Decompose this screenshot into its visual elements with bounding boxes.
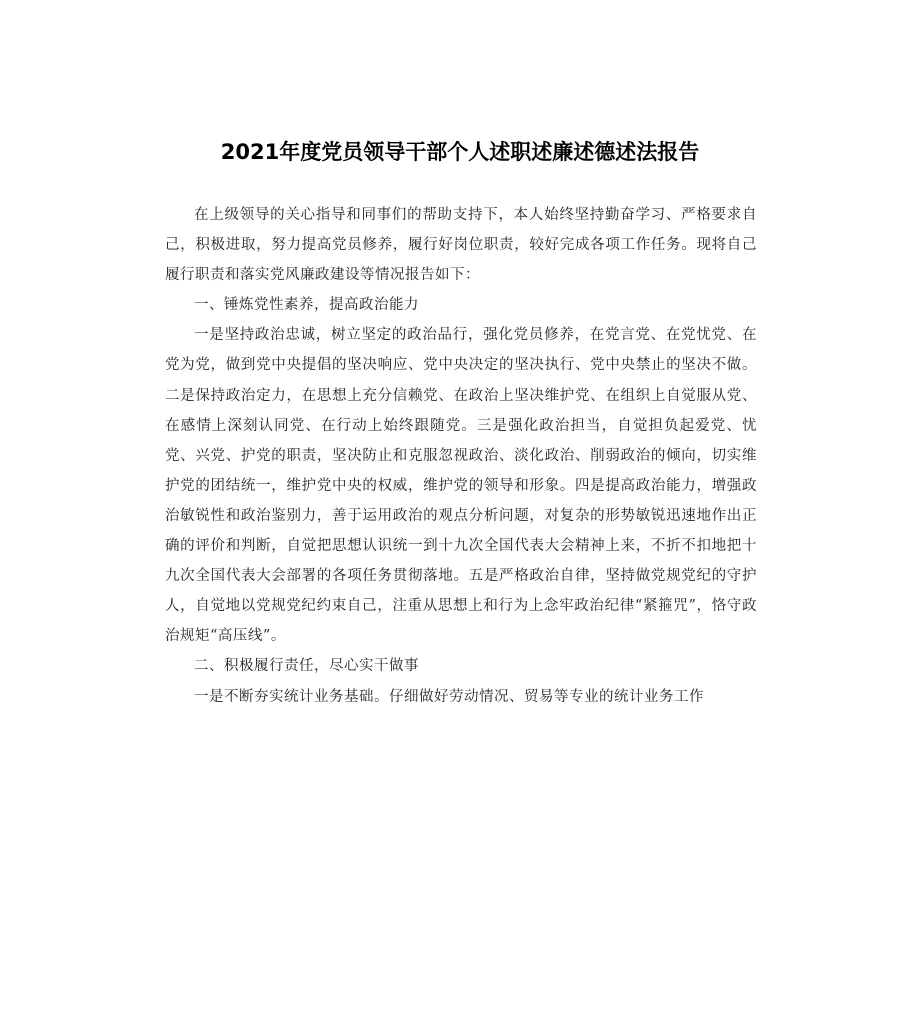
- document-body: [165, 200, 757, 712]
- section-heading-1: 一、锤炼党性素养，提高政治能力: [194, 297, 419, 314]
- paragraph-section-1: 一是坚持政治忠诚，树立坚定的政治品行，强化党员修养，在党言党、在党忧党、在党为党，做到党中央提倡的坚决响应、党中央决定的坚决执行、党中央禁止的坚决不做。二是保持政治定力，在思想上充分信赖党、在政治上坚决维护党、在组织上自觉服从党、在感情上深刻认同党、在行动上始终跟随党。三是强化政治担当，自觉担负起爱党、忧党、兴党、护党的职责，坚决防止和克服忽视政治、淡化政治、削弱政治的倾向，切实维护党的团结统一，维护党中央的权威，维护党的领导和形象。四是提高政治能力，增强政治敏锐性和政治鉴别力，善于运用政治的观点分析问题，对复杂的形势敏锐迅速地作出正确的评价和判断，自觉把思想认识统一到十九次全国代表大会精神上来，不折不扣地把十九次全国代表大会部署的各项任务贯彻落地。五是严格政治自律，坚持做党规党纪的守护人，自觉地以党规党纪约束自己，注重从思想上和行为上念牢政治纪律“紧箍咒”，恪守政治规矩“高压线”。: [165, 327, 757, 645]
- document-title: 2021年度党员领导干部个人述职述廉述德述法报告: [220, 140, 700, 164]
- paragraph-intro: 在上级领导的关心指导和同事们的帮助支持下，本人始终坚持勤奋学习、严格要求自己，积极进取，努力提高党员修养，履行好岗位职责，较好完成各项工作任务。现将自己履行职责和落实党风廉政建设等情况报告如下：: [165, 207, 757, 284]
- paragraph-section-2: 一是不断夯实统计业务基础。仔细做好劳动情况、贸易等专业的统计业务工作: [194, 688, 704, 705]
- section-heading-2: 二、积极履行责任，尽心实干做事: [194, 658, 419, 675]
